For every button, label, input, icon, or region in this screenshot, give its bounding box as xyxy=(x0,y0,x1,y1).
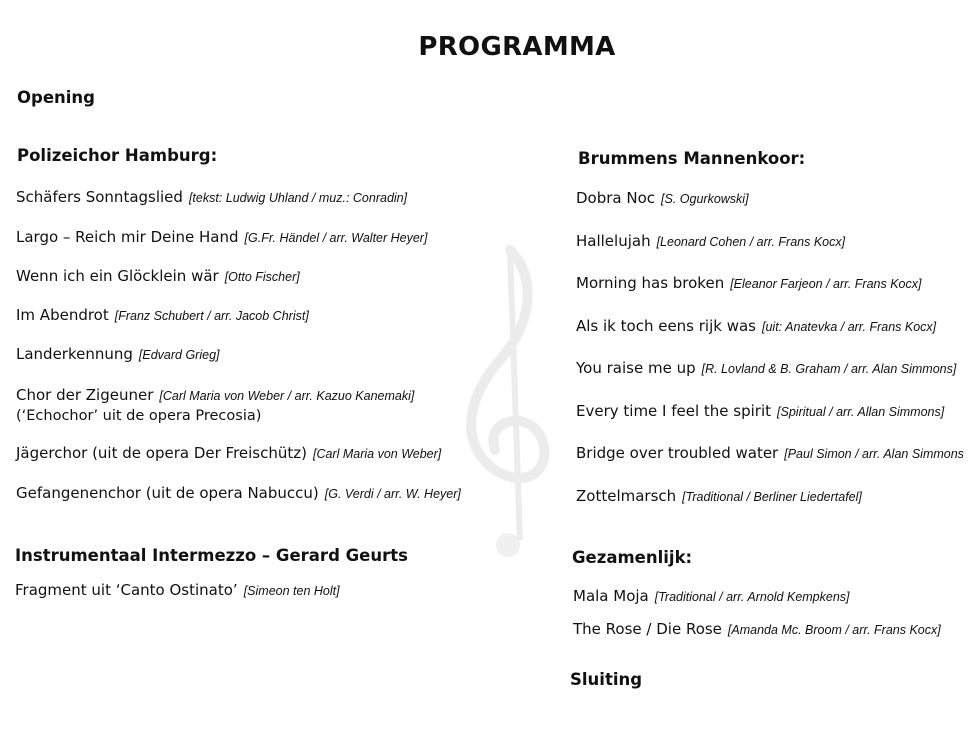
program-item xyxy=(16,227,427,248)
opening-heading: Opening xyxy=(17,88,95,107)
song-title: Every time I feel the spirit xyxy=(576,402,772,420)
program-item xyxy=(576,443,964,464)
program-item xyxy=(16,483,461,504)
song-credit: [S. Ogurkowski] xyxy=(661,192,749,206)
song-credit: [Simeon ten Holt] xyxy=(243,584,340,598)
song-credit: [Eleanor Farjeon / arr. Frans Kocx] xyxy=(730,277,922,291)
program-item xyxy=(16,266,300,287)
program-item xyxy=(16,344,220,365)
song-title: Schäfers Sonntagslied xyxy=(16,188,183,206)
song-credit: [tekst: Ludwig Uhland / muz.: Conradin] xyxy=(188,191,408,205)
program-item xyxy=(576,358,956,379)
polizeichor-heading: Polizeichor Hamburg: xyxy=(17,146,218,165)
song-credit: [R. Lovland & B. Graham / arr. Alan Simmons] xyxy=(701,362,957,376)
song-title: Landerkennung xyxy=(16,345,133,363)
song-title: Im Abendrot xyxy=(16,306,109,324)
song-title: Gefangenenchor (uit de opera Nabuccu) xyxy=(16,484,319,502)
song-credit: [Franz Schubert / arr. Jacob Christ] xyxy=(114,309,309,323)
program-item xyxy=(573,619,941,640)
song-title: Fragment uit ‘Canto Ostinato’ xyxy=(15,581,238,599)
program-item xyxy=(576,188,749,209)
song-credit: [Carl Maria von Weber / arr. Kazuo Kanemaki] xyxy=(159,389,415,403)
song-title: Morning has broken xyxy=(576,274,725,292)
song-title: Chor der Zigeuner xyxy=(16,386,154,404)
song-title: The Rose / Die Rose xyxy=(573,620,722,638)
song-credit: [Carl Maria von Weber] xyxy=(312,447,442,461)
song-credit: [Otto Fischer] xyxy=(224,270,300,284)
program-item xyxy=(576,401,944,422)
brummens-heading: Brummens Mannenkoor: xyxy=(578,149,806,168)
song-title: Dobra Noc xyxy=(576,189,656,207)
treble-clef-watermark xyxy=(440,230,570,570)
song-subline: (‘Echochor’ uit de opera Precosia) xyxy=(16,408,262,424)
song-credit: [Traditional / arr. Arnold Kempkens] xyxy=(654,590,850,604)
song-title: Mala Moja xyxy=(573,587,649,605)
song-credit: [Traditional / Berliner Liedertafel] xyxy=(682,490,862,504)
song-credit: [G. Verdi / arr. W. Heyer] xyxy=(324,487,461,501)
page-title: PROGRAMMA xyxy=(418,32,616,62)
program-item xyxy=(576,486,862,507)
song-title: Als ik toch eens rijk was xyxy=(576,317,756,335)
song-credit: [Amanda Mc. Broom / arr. Frans Kocx] xyxy=(727,623,941,637)
song-title: Largo – Reich mir Deine Hand xyxy=(16,228,239,246)
song-title: Zottelmarsch xyxy=(576,487,677,505)
song-credit: [Spiritual / arr. Allan Simmons] xyxy=(777,405,945,419)
song-credit: [Paul Simon / arr. Alan Simmons xyxy=(784,447,964,461)
song-title: Bridge over troubled water xyxy=(576,444,779,462)
program-item xyxy=(16,305,309,326)
program-item xyxy=(16,443,441,464)
song-title: Jägerchor (uit de opera Der Freischütz) xyxy=(16,444,307,462)
song-credit: [G.Fr. Händel / arr. Walter Heyer] xyxy=(244,231,428,245)
closing-heading: Sluiting xyxy=(570,670,643,689)
song-title: Hallelujah xyxy=(576,232,651,250)
program-item xyxy=(576,231,845,252)
song-credit: [Leonard Cohen / arr. Frans Kocx] xyxy=(656,235,846,249)
program-item xyxy=(16,187,407,208)
program-item xyxy=(576,273,921,294)
song-title: Wenn ich ein Glöcklein wär xyxy=(16,267,219,285)
intermezzo-heading: Instrumentaal Intermezzo – Gerard Geurts xyxy=(15,546,408,565)
song-title: You raise me up xyxy=(576,359,696,377)
song-credit: [Edvard Grieg] xyxy=(138,348,220,362)
program-item xyxy=(576,316,936,337)
song-credit: [uit: Anatevka / arr. Frans Kocx] xyxy=(762,320,937,334)
program-item xyxy=(15,580,340,601)
program-item xyxy=(16,385,414,426)
together-heading: Gezamenlijk: xyxy=(572,548,693,567)
program-item xyxy=(573,586,850,607)
